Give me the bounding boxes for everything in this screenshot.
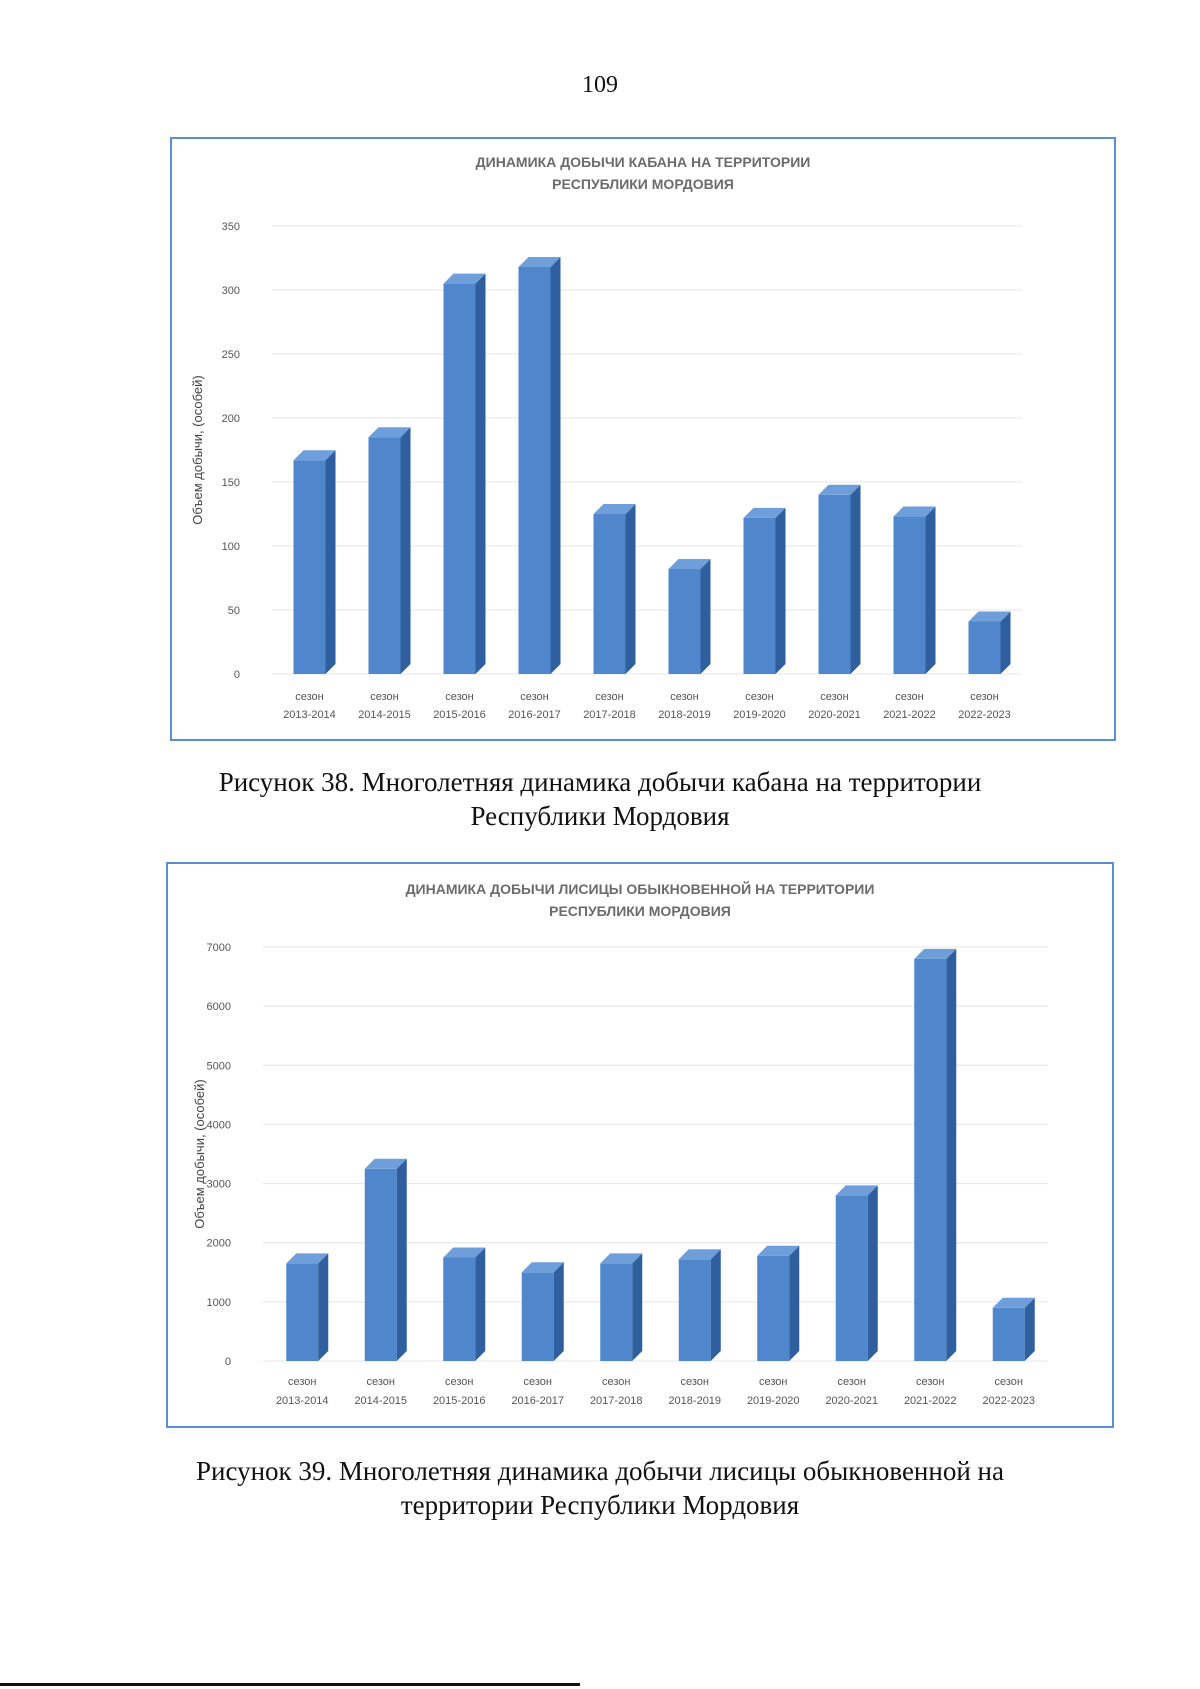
caption-line: Рисунок 39. Многолетняя динамика добычи лисицы обыкновенной на	[196, 1456, 1004, 1486]
x-tick-label: сезон	[994, 1376, 1023, 1388]
bar-side	[1001, 612, 1011, 674]
bar-side	[551, 257, 561, 674]
y-tick-label: 3000	[206, 1178, 231, 1191]
x-tick-label: 2020-2021	[825, 1395, 879, 1407]
bar-side	[1025, 1298, 1035, 1361]
bar	[894, 517, 926, 674]
y-tick-label: 300	[221, 285, 240, 297]
bar-side	[868, 1185, 878, 1361]
x-tick-label: сезон	[895, 691, 924, 703]
scan-edge-line	[0, 1683, 580, 1686]
x-tick-label: 2015-2016	[433, 709, 486, 721]
y-tick-label: 6000	[206, 1001, 231, 1014]
chart-frame-fox	[166, 862, 1114, 1428]
bar	[757, 1256, 789, 1361]
bar	[914, 959, 946, 1361]
x-tick-label: сезон	[295, 691, 324, 703]
x-tick-label: 2020-2021	[808, 709, 861, 721]
bar	[444, 284, 476, 674]
bar	[669, 569, 701, 674]
y-tick-label: 7000	[206, 942, 231, 954]
bar	[443, 1258, 475, 1362]
bar-side	[554, 1262, 564, 1361]
caption-line: Рисунок 38. Многолетняя динамика добычи кабана на территории	[218, 767, 982, 797]
bar-side	[626, 504, 636, 674]
x-tick-label: 2014-2015	[358, 709, 411, 721]
y-tick-label: 2000	[206, 1237, 231, 1250]
x-tick-label: 2015-2016	[432, 1395, 486, 1407]
x-tick-label: 2013-2014	[283, 709, 336, 721]
bar-side	[926, 507, 936, 674]
bar-side	[326, 450, 336, 674]
bar	[365, 1169, 397, 1361]
bar	[679, 1259, 711, 1361]
bar	[594, 514, 626, 674]
bar-side	[318, 1253, 328, 1361]
x-tick-label: сезон	[970, 691, 999, 703]
x-tick-label: сезон	[288, 1376, 317, 1388]
bar-side	[632, 1253, 642, 1361]
x-tick-label: 2019-2020	[746, 1395, 800, 1407]
bar-side	[397, 1159, 407, 1361]
x-tick-label: сезон	[520, 691, 549, 703]
y-tick-label: 250	[221, 349, 240, 361]
chart-subtitle: РЕСПУБЛИКИ МОРДОВИЯ	[552, 176, 734, 192]
x-tick-label: сезон	[602, 1376, 631, 1388]
bar	[522, 1272, 554, 1361]
bar	[993, 1308, 1025, 1361]
y-tick-label: 5000	[206, 1060, 231, 1073]
x-tick-label: сезон	[370, 691, 399, 703]
page-number: 109	[582, 72, 618, 98]
x-tick-label: 2017-2018	[583, 709, 636, 721]
x-tick-label: 2018-2019	[668, 1395, 722, 1407]
chart-title: ДИНАМИКА ДОБЫЧИ ЛИСИЦЫ ОБЫКНОВЕННОЙ НА ТЕРРИТОРИИ	[405, 881, 875, 897]
y-axis-label: Объем добычи, (особей)	[192, 1079, 207, 1229]
x-tick-label: сезон	[445, 1376, 474, 1388]
x-tick-label: 2016-2017	[508, 709, 561, 721]
chart-boar	[172, 139, 1114, 739]
y-tick-label: 100	[221, 541, 240, 553]
bar	[836, 1195, 868, 1361]
bar-side	[789, 1246, 799, 1361]
x-tick-label: 2014-2015	[354, 1395, 408, 1407]
x-tick-label: 2021-2022	[903, 1395, 957, 1407]
figure-caption-38	[0, 765, 1200, 833]
y-tick-label: 150	[221, 477, 240, 489]
x-tick-label: сезон	[670, 691, 699, 703]
bar	[286, 1263, 318, 1361]
bar	[819, 495, 851, 674]
bar-side	[701, 559, 711, 674]
y-axis-label: Объем добычи, (особей)	[190, 375, 205, 525]
x-tick-label: 2019-2020	[733, 709, 786, 721]
caption-line: Республики Мордовия	[470, 801, 730, 831]
y-tick-label: 4000	[206, 1119, 231, 1132]
chart-fox	[168, 864, 1112, 1426]
y-tick-label: 0	[224, 1356, 231, 1368]
y-tick-label: 0	[233, 669, 240, 681]
x-tick-label: сезон	[916, 1376, 945, 1388]
x-tick-label: сезон	[759, 1376, 788, 1388]
bar	[294, 460, 326, 674]
bar-side	[946, 949, 956, 1361]
chart-subtitle: РЕСПУБЛИКИ МОРДОВИЯ	[549, 903, 731, 919]
y-tick-label: 200	[221, 413, 240, 425]
bar-side	[711, 1249, 721, 1361]
bar-side	[475, 1248, 485, 1362]
x-tick-label: 2022-2023	[982, 1395, 1036, 1407]
y-tick-label: 50	[227, 605, 240, 617]
bar-side	[851, 485, 861, 674]
bar	[369, 437, 401, 674]
bar	[519, 267, 551, 674]
x-tick-label: сезон	[837, 1376, 866, 1388]
figure-caption-39	[0, 1454, 1200, 1522]
x-tick-label: 2017-2018	[589, 1395, 643, 1407]
x-tick-label: 2016-2017	[511, 1395, 565, 1407]
x-tick-label: 2022-2023	[958, 709, 1011, 721]
x-tick-label: 2021-2022	[883, 709, 936, 721]
chart-title: ДИНАМИКА ДОБЫЧИ КАБАНА НА ТЕРРИТОРИИ	[475, 154, 811, 170]
x-tick-label: сезон	[366, 1376, 395, 1388]
x-tick-label: сезон	[445, 691, 474, 703]
bar-side	[476, 274, 486, 674]
bar-side	[401, 427, 411, 674]
x-tick-label: сезон	[745, 691, 774, 703]
x-tick-label: сезон	[595, 691, 624, 703]
x-tick-label: сезон	[523, 1376, 552, 1388]
bar-side	[776, 508, 786, 674]
x-tick-label: 2013-2014	[275, 1395, 329, 1407]
caption-line: территории Республики Мордовия	[400, 1490, 800, 1520]
chart-frame-boar	[170, 137, 1116, 741]
y-tick-label: 1000	[206, 1296, 231, 1309]
bar	[969, 622, 1001, 674]
x-tick-label: 2018-2019	[658, 709, 711, 721]
bar	[744, 518, 776, 674]
bar	[600, 1263, 632, 1361]
x-tick-label: сезон	[820, 691, 849, 703]
y-tick-label: 350	[221, 221, 240, 233]
x-tick-label: сезон	[680, 1376, 709, 1388]
